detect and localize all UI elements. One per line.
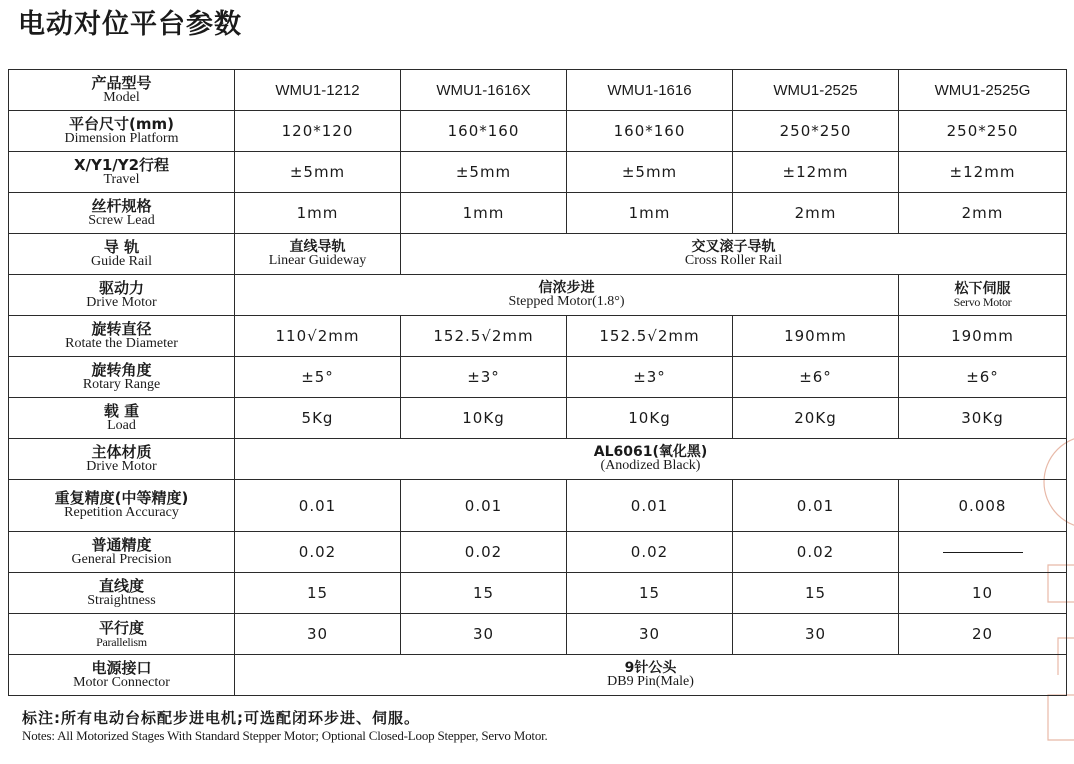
table-cell	[401, 532, 567, 573]
cell-value: ±5mm	[455, 163, 512, 181]
table-cell	[235, 439, 1067, 480]
table-row	[9, 614, 1067, 655]
table-cell	[567, 111, 733, 152]
table-cell	[401, 614, 567, 655]
row-header	[9, 275, 235, 316]
table-cell	[567, 573, 733, 614]
row-header-en: Model	[103, 89, 140, 105]
cell-value: 120*120	[281, 122, 354, 140]
table-cell	[401, 398, 567, 439]
cell-en: Linear Guideway	[268, 253, 367, 268]
model-name: WMU1-1212	[275, 82, 360, 99]
cell-value: 0.01	[298, 496, 337, 515]
row-header	[9, 70, 235, 111]
row-header-zh: 普通精度	[91, 535, 152, 554]
table-cell	[567, 70, 733, 111]
table-cell	[899, 480, 1067, 532]
table-cell	[235, 111, 401, 152]
cell-value: ±5mm	[289, 163, 346, 181]
table-row	[9, 316, 1067, 357]
table-cell	[401, 357, 567, 398]
row-header-en: Rotary Range	[82, 376, 161, 392]
table-row	[9, 234, 1067, 275]
cell-value: 15	[638, 584, 661, 602]
cell-value: ±5°	[301, 368, 334, 386]
cell-value: 110√2mm	[275, 327, 360, 345]
table-cell	[733, 398, 899, 439]
row-header-en: Parallelism	[96, 634, 147, 649]
cell-value: 10	[971, 584, 994, 602]
table-cell	[567, 152, 733, 193]
row-header	[9, 193, 235, 234]
row-header	[9, 480, 235, 532]
table-cell	[401, 480, 567, 532]
table-cell	[899, 275, 1067, 316]
cell-en: DB9 Pin(Male)	[607, 674, 694, 689]
table-row	[9, 573, 1067, 614]
cell-value: 30	[804, 625, 827, 643]
row-header-en: General Precision	[71, 551, 172, 567]
no-value-dash	[943, 552, 1023, 553]
cell-value: 0.02	[464, 543, 503, 561]
cell-zh: 交叉滚子导轨	[691, 239, 776, 255]
table-cell	[401, 234, 1067, 275]
cell-en: Cross Roller Rail	[684, 253, 783, 268]
cell-value: 250*250	[779, 122, 852, 140]
cell-value: 1mm	[628, 204, 671, 222]
table-cell	[567, 532, 733, 573]
cell-value: 15	[306, 584, 329, 602]
table-cell	[401, 111, 567, 152]
cell-value: ±12mm	[782, 163, 849, 181]
table-cell	[567, 316, 733, 357]
notes-en: Notes: All Motorized Stages With Standard Stepper Motor; Optional Closed-Loop Stepper, Servo Motor.	[22, 727, 548, 743]
cell-value: 1mm	[462, 204, 505, 222]
table-row	[9, 70, 1067, 111]
cell-value: 20	[971, 625, 994, 643]
cell-value: 20Kg	[794, 409, 837, 427]
cell-value: 152.5√2mm	[599, 327, 700, 345]
row-header	[9, 573, 235, 614]
cell-value: 1mm	[296, 204, 339, 222]
cell-en: (Anodized Black)	[600, 458, 701, 473]
row-header-zh: 重复精度(中等精度)	[54, 489, 189, 507]
table-cell	[733, 480, 899, 532]
row-header-zh: 载 重	[103, 401, 140, 420]
row-header	[9, 614, 235, 655]
cell-value: 0.01	[630, 496, 669, 515]
table-cell	[733, 70, 899, 111]
cell-value: ±12mm	[949, 163, 1016, 181]
row-header	[9, 439, 235, 480]
row-header-en: Rotate the Diameter	[65, 335, 178, 351]
table-cell	[235, 234, 401, 275]
model-name: WMU1-1616	[607, 82, 692, 99]
table-cell	[899, 573, 1067, 614]
page-title: 电动对位平台参数	[18, 9, 242, 40]
table-cell	[401, 316, 567, 357]
table-cell	[733, 316, 899, 357]
table-row	[9, 480, 1067, 532]
cell-zh: 直线导轨	[289, 239, 346, 255]
cell-value: ±3°	[467, 368, 500, 386]
cell-value: 0.01	[464, 496, 503, 515]
table-row	[9, 532, 1067, 573]
cell-value: 190mm	[951, 327, 1014, 345]
row-header-en: Guide Rail	[90, 253, 153, 269]
table-cell	[899, 193, 1067, 234]
row-header	[9, 152, 235, 193]
table-cell	[899, 111, 1067, 152]
cell-value: 0.02	[298, 543, 337, 561]
cell-zh: 9针公头	[624, 660, 677, 676]
cell-value: ±6°	[799, 368, 832, 386]
cell-value: ±6°	[966, 368, 999, 386]
row-header-zh: 旋转角度	[91, 360, 152, 379]
row-header-zh: 导 轨	[103, 237, 140, 256]
cell-zh: 信浓步进	[538, 280, 595, 296]
table-cell	[235, 316, 401, 357]
table-cell	[567, 398, 733, 439]
row-header	[9, 655, 235, 696]
row-header-zh: X/Y1/Y2行程	[73, 155, 170, 174]
row-header-en: Repetition Accuracy	[64, 505, 179, 520]
cell-value: 0.02	[796, 543, 835, 561]
table-row	[9, 111, 1067, 152]
cell-value: 2mm	[794, 204, 837, 222]
row-header-en: Load	[107, 417, 136, 433]
row-header	[9, 111, 235, 152]
row-header	[9, 532, 235, 573]
row-header-en: Straightness	[87, 592, 156, 608]
table-cell	[899, 614, 1067, 655]
table-cell	[733, 573, 899, 614]
row-header-zh: 产品型号	[91, 73, 152, 92]
row-header-en: Drive Motor	[86, 294, 157, 310]
cell-value: 15	[472, 584, 495, 602]
table-row	[9, 193, 1067, 234]
row-header-en: Screw Lead	[88, 212, 155, 228]
table-row	[9, 439, 1067, 480]
row-header-zh: 主体材质	[91, 442, 152, 461]
spec-table	[8, 69, 1067, 696]
table-row	[9, 357, 1067, 398]
table-cell	[401, 193, 567, 234]
cell-value: 250*250	[946, 122, 1019, 140]
row-header-zh: 电源接口	[91, 658, 152, 677]
row-header-en: Motor Connector	[73, 674, 170, 690]
table-cell	[733, 532, 899, 573]
model-name: WMU1-2525	[773, 82, 858, 99]
model-name: WMU1-1616X	[436, 82, 531, 99]
notes	[22, 709, 548, 744]
table-cell	[899, 532, 1067, 573]
table-row	[9, 152, 1067, 193]
table-cell	[235, 398, 401, 439]
cell-value: ±5mm	[621, 163, 678, 181]
table-cell	[733, 152, 899, 193]
row-header-zh: 驱动力	[98, 278, 144, 297]
table-cell	[401, 573, 567, 614]
row-header-zh: 直线度	[98, 576, 144, 595]
table-cell	[899, 152, 1067, 193]
cell-en: Stepped Motor(1.8°)	[508, 294, 625, 309]
table-cell	[567, 480, 733, 532]
table-cell	[567, 614, 733, 655]
table-cell	[733, 614, 899, 655]
row-header-en: Dimension Platform	[64, 130, 179, 146]
table-cell	[733, 193, 899, 234]
table-row	[9, 275, 1067, 316]
cell-value: 30	[472, 625, 495, 643]
cell-value: 10Kg	[628, 409, 671, 427]
row-header-zh: 平台尺寸(mm)	[69, 114, 174, 133]
cell-value: 2mm	[961, 204, 1004, 222]
table-cell	[235, 357, 401, 398]
row-header	[9, 398, 235, 439]
table-cell	[899, 70, 1067, 111]
row-header-en: Travel	[103, 171, 140, 187]
row-header-zh: 旋转直径	[91, 319, 152, 338]
cell-value: 30	[638, 625, 661, 643]
table-cell	[733, 357, 899, 398]
cell-value: 190mm	[784, 327, 847, 345]
row-header-zh: 丝杆规格	[91, 196, 152, 215]
table-cell	[567, 193, 733, 234]
table-cell	[567, 357, 733, 398]
cell-value: 0.02	[630, 543, 669, 561]
cell-value: ±3°	[633, 368, 666, 386]
row-header	[9, 316, 235, 357]
cell-value: 160*160	[447, 122, 520, 140]
table-cell	[235, 193, 401, 234]
cell-value: 30Kg	[961, 409, 1004, 427]
row-header	[9, 357, 235, 398]
table-row	[9, 398, 1067, 439]
table-cell	[235, 275, 899, 316]
table-cell	[235, 614, 401, 655]
cell-value: 160*160	[613, 122, 686, 140]
cell-value: 10Kg	[462, 409, 505, 427]
cell-value: 5Kg	[301, 409, 334, 427]
model-name: WMU1-2525G	[934, 82, 1031, 99]
table-cell	[899, 357, 1067, 398]
table-cell	[401, 70, 567, 111]
row-header-zh: 平行度	[98, 618, 144, 637]
row-header	[9, 234, 235, 275]
table-cell	[235, 573, 401, 614]
table-cell	[899, 316, 1067, 357]
row-header-en: Drive Motor	[86, 458, 157, 474]
table-cell	[235, 480, 401, 532]
notes-zh: 标注:所有电动台标配步进电机;可选配闭环步进、伺服。	[22, 709, 420, 727]
cell-value: 0.008	[958, 496, 1007, 515]
table-cell	[401, 152, 567, 193]
cell-zh: 松下伺服	[954, 281, 1011, 297]
table-cell	[235, 152, 401, 193]
table-cell	[899, 398, 1067, 439]
table-cell	[235, 655, 1067, 696]
cell-value: 0.01	[796, 496, 835, 515]
table-cell	[733, 111, 899, 152]
table-cell	[235, 70, 401, 111]
cell-en: Servo Motor	[953, 295, 1012, 309]
table-cell	[235, 532, 401, 573]
cell-value: 152.5√2mm	[433, 327, 534, 345]
cell-value: 15	[804, 584, 827, 602]
table-row	[9, 655, 1067, 696]
cell-zh: AL6061(氧化黑)	[593, 444, 708, 460]
cell-value: 30	[306, 625, 329, 643]
